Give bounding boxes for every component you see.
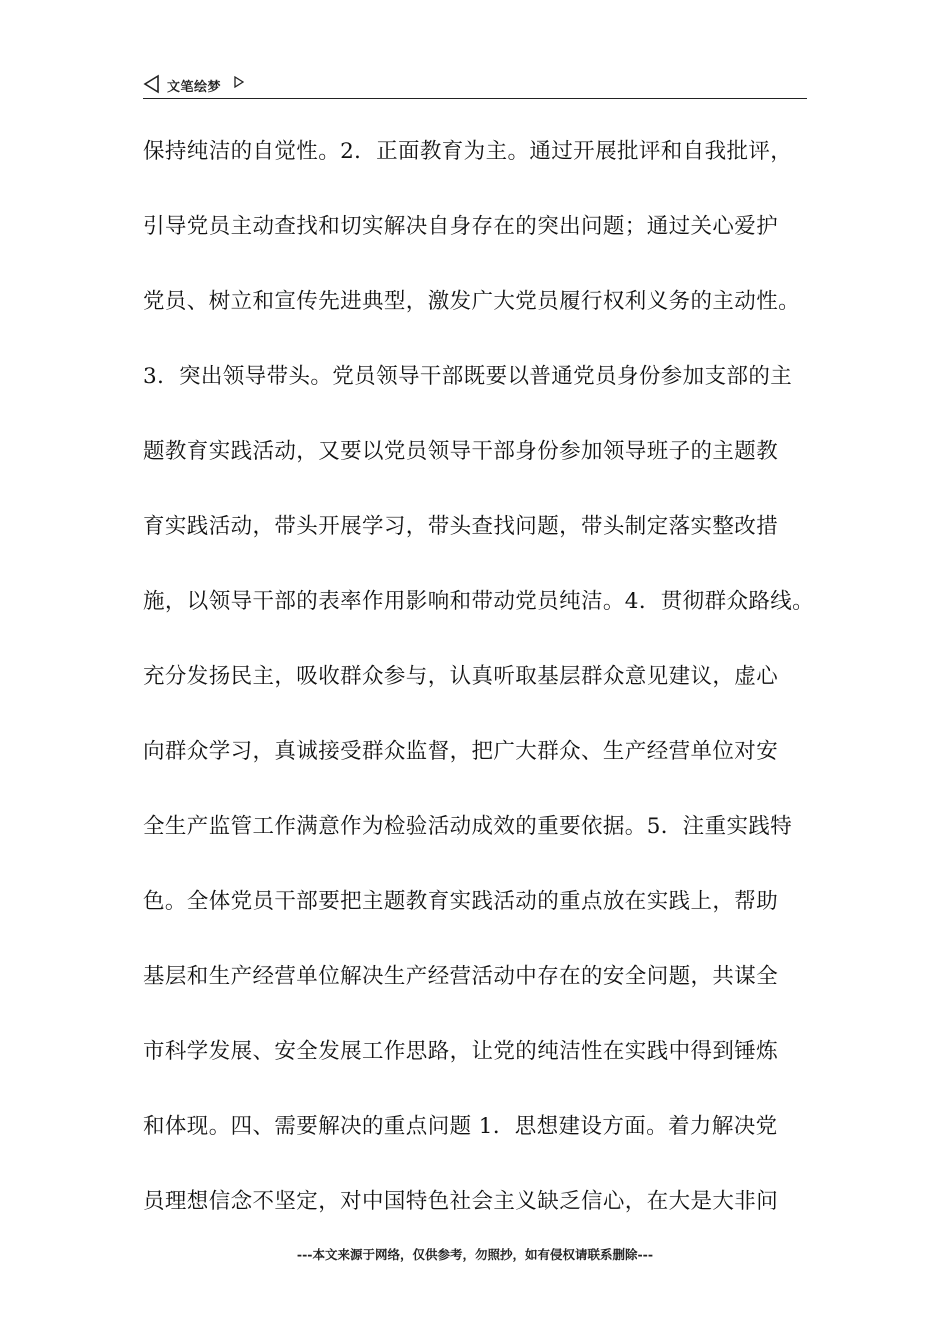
triangle-left-outline-icon [143, 74, 161, 94]
document-body [143, 130, 813, 1255]
body-line: 育实践活动，带头开展学习，带头查找问题，带头制定落实整改措 [143, 514, 779, 539]
page-header [143, 74, 807, 99]
triangle-right-outline-icon [234, 76, 244, 88]
body-line: 市科学发展、安全发展工作思路，让党的纯洁性在实践中得到锤炼 [143, 1039, 779, 1064]
body-line: 题教育实践活动，又要以党员领导干部身份参加领导班子的主题教 [143, 439, 779, 464]
body-line: 基层和生产经营单位解决生产经营活动中存在的安全问题，共谋全 [143, 964, 779, 989]
footer-disclaimer: ---本文来源于网络，仅供参考，勿照抄，如有侵权请联系删除--- [296, 1247, 654, 1262]
body-line: 和体现。四、需要解决的重点问题 1．思想建设方面。着力解决党 [143, 1114, 778, 1139]
body-line: 3．突出领导带头。党员领导干部既要以普通党员身份参加支部的主 [143, 364, 793, 389]
body-line: 向群众学习，真诚接受群众监督，把广大群众、生产经营单位对安 [143, 739, 779, 764]
body-line: 党员、树立和宣传先进典型，激发广大党员履行权利义务的主动性。 [143, 289, 801, 314]
body-line: 保持纯洁的自觉性。2．正面教育为主。通过开展批评和自我批评， [143, 139, 793, 164]
body-line: 全生产监管工作满意作为检验活动成效的重要依据。5．注重实践特 [143, 814, 793, 839]
body-line: 施，以领导干部的表率作用影响和带动党员纯洁。4．贯彻群众路线。 [143, 589, 815, 614]
body-line: 充分发扬民主，吸收群众参与，认真听取基层群众意见建议，虚心 [143, 664, 779, 689]
header-title: 文笔绘梦 [167, 80, 222, 95]
body-line: 色。全体党员干部要把主题教育实践活动的重点放在实践上，帮助 [143, 889, 779, 914]
body-line: 引导党员主动查找和切实解决自身存在的突出问题；通过关心爱护 [143, 214, 779, 239]
body-line: 员理想信念不坚定，对中国特色社会主义缺乏信心，在大是大非问 [143, 1189, 779, 1214]
